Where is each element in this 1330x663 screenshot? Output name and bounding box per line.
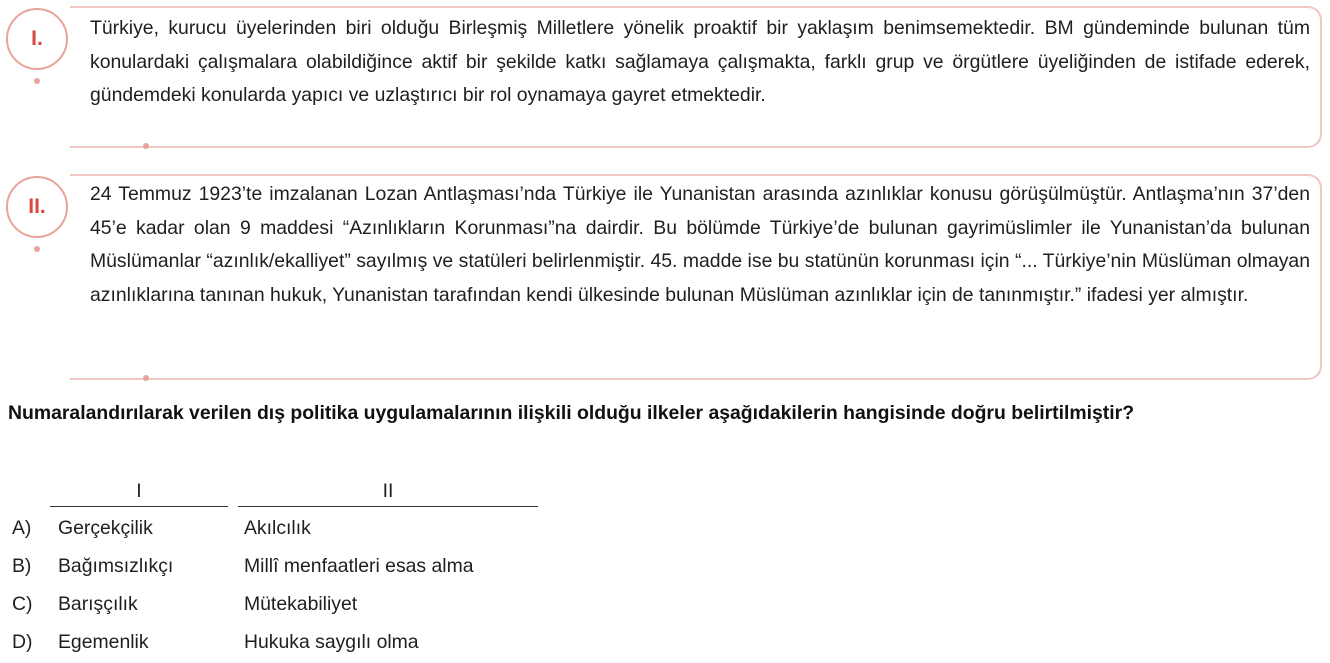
answer-options — [0, 476, 600, 663]
numeral-badge-2 — [6, 176, 68, 238]
frame-end-dot-1 — [143, 143, 149, 149]
numeral-badge-1 — [6, 8, 68, 70]
option-col-i: Barışçılık — [58, 593, 138, 615]
column-header-i: I — [50, 476, 228, 507]
numeral-label-1: I. — [31, 27, 43, 50]
option-letter: B) — [12, 555, 32, 577]
option-col-ii: Mütekabiliyet — [244, 593, 358, 615]
passage-text-2: 24 Temmuz 1923’te imzalanan Lozan Antlaşması’nda Türkiye ile Yunanistan arasında azınlıklar konusu görüşülmüştür. Antlaşma’nın 37’den 45’e kadar olan 9 maddesi “Azınlıkların Korunması”na dairdir. Bu bölümde Türkiye’de bulunan gayrimüslimler ile Yunanistan’da bulunan Müslümanlar “azınlık/ekalliyet” sayılmış ve statüleri belirlenmiştir. 45. madde ise bu statünün korunması için “... Türkiye’nin Müslüman olmayan azınlıklarına tanınan hukuk, Yunanistan tarafından kendi ülkesinde bulunan Müslüman azınlıklar için de tanınmıştır.” ifadesi yer almıştır. — [90, 183, 1310, 306]
column-header-ii: II — [238, 476, 538, 507]
badge-connector-dot-1 — [34, 78, 40, 84]
option-col-i: Egemenlik — [58, 631, 149, 653]
option-col-ii: Millî menfaatleri esas alma — [244, 555, 474, 577]
question-stem: Numaralandırılarak verilen dış politika uygulamalarının ilişkili olduğu ilkeler aşağıdakilerin hangisinde doğru belirtilmiştir? — [8, 402, 1135, 424]
option-col-ii: Akılcılık — [244, 517, 311, 539]
badge-connector-dot-2 — [34, 246, 40, 252]
option-col-i: Gerçekçilik — [58, 517, 153, 539]
option-col-i: Bağımsızlıkçı — [58, 555, 174, 577]
option-letter: A) — [12, 517, 32, 539]
option-letter: C) — [12, 593, 33, 615]
option-col-ii: Hukuka saygılı olma — [244, 631, 419, 653]
numeral-label-2: II. — [28, 195, 46, 218]
option-letter: D) — [12, 631, 33, 653]
passage-text-1: Türkiye, kurucu üyelerinden biri olduğu Birleşmiş Milletlere yönelik proaktif bir yaklaşım benimsemektedir. BM gündeminde bulunan tüm konulardaki çalışmalara olabildiğince aktif bir şekilde katkı sağlamaya çalışmakta, farklı grup ve örgütlere üyeliğinden de istifade ederek, gündemdeki konularda yapıcı ve uzlaştırıcı bir rol oynamaya gayret etmektedir. — [90, 17, 1310, 106]
frame-end-dot-2 — [143, 375, 149, 381]
passage-block-1 — [0, 0, 1330, 148]
passage-block-2 — [0, 168, 1330, 380]
